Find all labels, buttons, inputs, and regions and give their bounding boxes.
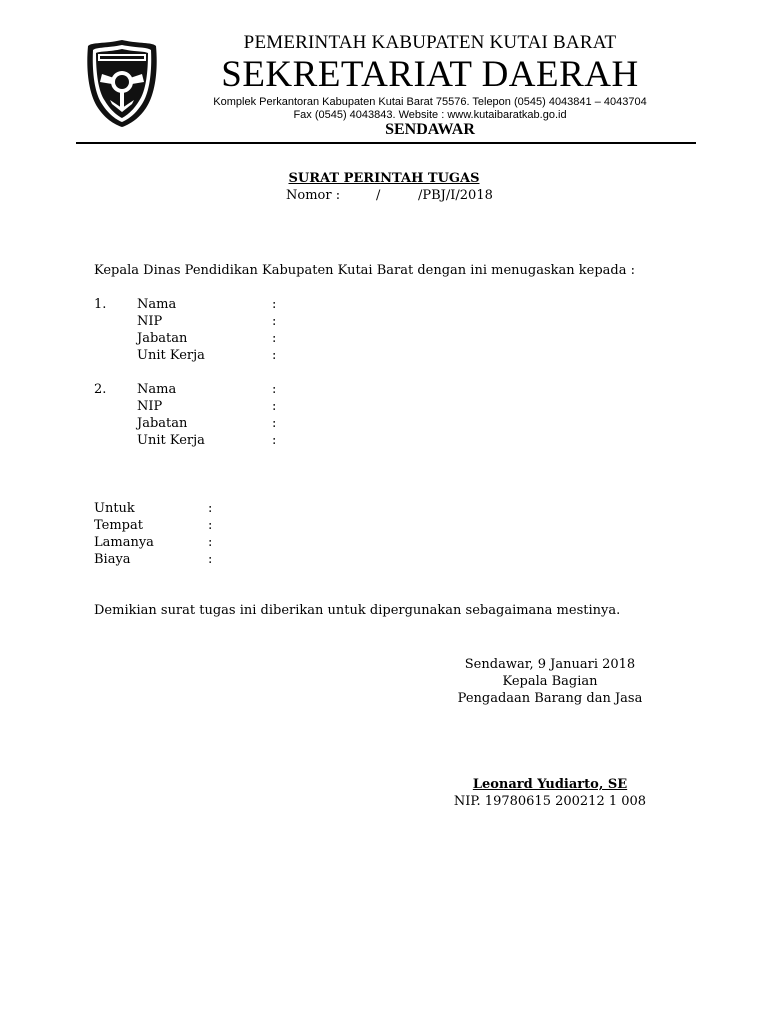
person-field-label: Unit Kerja [137, 348, 205, 363]
signatory-nip: NIP. 19780615 200212 1 008 [453, 794, 647, 809]
signatory-name: Leonard Yudiarto, SE [472, 777, 628, 792]
person-field-label: Unit Kerja [137, 433, 205, 448]
field-colon: : [272, 297, 277, 312]
letterhead-city: SENDAWAR [385, 121, 475, 138]
letterhead-contact: Fax (0545) 4043843. Website : www.kutaibaratkab.go.id [293, 109, 567, 121]
field-colon: : [272, 433, 277, 448]
field-colon: : [272, 331, 277, 346]
person-field-label: Jabatan [137, 331, 188, 346]
letter-number-suffix: /PBJ/I/2018 [418, 188, 493, 203]
letterhead-office: SEKRETARIAT DAERAH [221, 54, 639, 95]
field-colon: : [208, 501, 213, 516]
field-colon: : [208, 552, 213, 567]
person-field-label: NIP [137, 314, 163, 329]
letterhead-address: Komplek Perkantoran Kabupaten Kutai Barat 75576. Telepon (0545) 4043841 – 4043704 [213, 96, 647, 108]
field-colon: : [272, 348, 277, 363]
person-field-label: Nama [137, 382, 177, 397]
detail-label: Lamanya [94, 535, 154, 550]
field-colon: : [208, 518, 213, 533]
signature-place-date: Sendawar, 9 Januari 2018 [464, 657, 636, 672]
person-field-label: NIP [137, 399, 163, 414]
detail-label: Biaya [94, 552, 131, 567]
field-colon: : [272, 416, 277, 431]
signature-role: Kepala Bagian [502, 674, 598, 689]
detail-label: Tempat [94, 518, 143, 533]
kutai-barat-emblem-icon [84, 38, 160, 128]
letterhead-divider [76, 142, 696, 144]
field-colon: : [208, 535, 213, 550]
letterhead-government: PEMERINTAH KABUPATEN KUTAI BARAT [243, 32, 617, 53]
letter-number-slash: / [376, 188, 381, 203]
field-colon: : [272, 399, 277, 414]
person-field-label: Nama [137, 297, 177, 312]
letter-title: SURAT PERINTAH TUGAS [288, 171, 480, 186]
detail-label: Untuk [94, 501, 135, 516]
field-colon: : [272, 382, 277, 397]
letter-closing: Demikian surat tugas ini diberikan untuk dipergunakan sebagaimana mestinya. [94, 603, 621, 618]
letter-number-label: Nomor : [286, 188, 341, 203]
letter-intro: Kepala Dinas Pendidikan Kabupaten Kutai Barat dengan ini menugaskan kepada : [94, 263, 635, 278]
person-number: 1. [94, 297, 107, 312]
field-colon: : [272, 314, 277, 329]
person-number: 2. [94, 382, 107, 397]
signature-role-unit: Pengadaan Barang dan Jasa [457, 691, 643, 706]
person-field-label: Jabatan [137, 416, 188, 431]
